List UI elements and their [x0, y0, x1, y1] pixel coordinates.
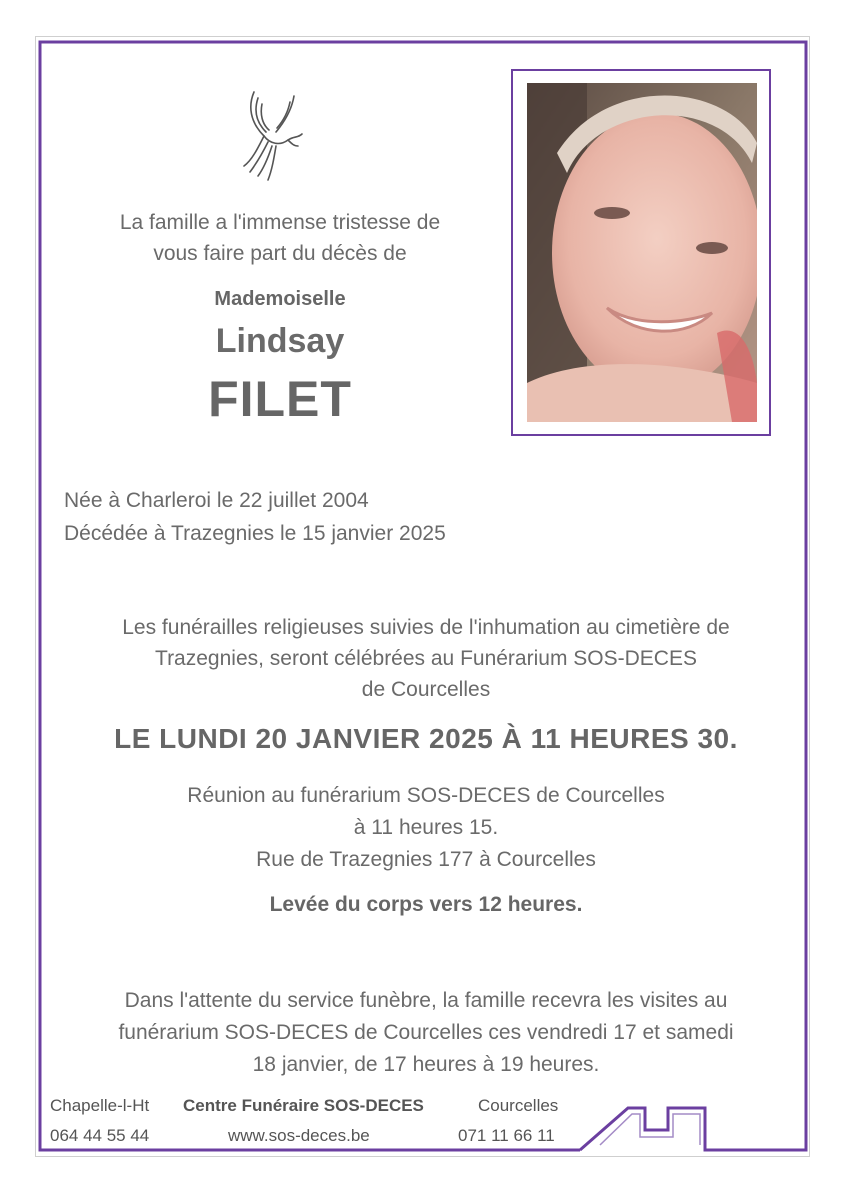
- reunion-line-1: Réunion au funérarium SOS-DECES de Courcelles: [187, 784, 665, 807]
- visits-info: [40, 985, 812, 1081]
- birth-line: Née à Charleroi le 22 juillet 2004: [64, 489, 369, 512]
- visits-line-3: 18 janvier, de 17 heures à 19 heures.: [252, 1053, 600, 1076]
- footer-right-city: Courcelles: [478, 1096, 559, 1115]
- footer-company-name: Centre Funéraire SOS-DECES: [183, 1096, 424, 1115]
- footer-left-phone: 064 44 55 44: [50, 1126, 150, 1145]
- portrait-frame: [511, 69, 771, 436]
- first-name: Lindsay: [215, 322, 345, 360]
- reunion-info: [40, 780, 812, 876]
- visits-line-1: Dans l'attente du service funèbre, la famille recevra les visites au: [124, 989, 728, 1012]
- intro-text: [70, 207, 490, 269]
- funeral-line-3: de Courcelles: [361, 678, 491, 701]
- last-name: FILET: [208, 371, 352, 427]
- ceremony-date: LE LUNDI 20 JANVIER 2025 À 11 HEURES 30.: [114, 723, 738, 754]
- birth-death-dates: [64, 484, 446, 550]
- levee-info: Levée du corps vers 12 heures.: [269, 893, 583, 916]
- funeral-line-2: Trazegnies, seront célébrées au Funérarium SOS-DECES: [155, 647, 697, 670]
- footer-website: www.sos-deces.be: [228, 1126, 370, 1145]
- reunion-line-2: à 11 heures 15.: [353, 816, 499, 839]
- footer-left-city: Chapelle-l-Ht: [50, 1096, 150, 1115]
- reunion-line-3: Rue de Trazegnies 177 à Courcelles: [256, 848, 596, 871]
- intro-line-1: La famille a l'immense tristesse de: [119, 211, 441, 234]
- funeral-line-1: Les funérailles religieuses suivies de l'inhumation au cimetière de: [122, 616, 730, 639]
- funeral-announcement: [40, 612, 812, 705]
- honorific: Mademoiselle: [214, 288, 346, 310]
- visits-line-2: funérarium SOS-DECES de Courcelles ces vendredi 17 et samedi: [118, 1021, 734, 1044]
- footer-right-phone: 071 11 66 11: [458, 1126, 555, 1145]
- intro-line-2: vous faire part du décès de: [153, 242, 407, 265]
- death-line: Décédée à Trazegnies le 15 janvier 2025: [64, 522, 446, 545]
- dove-icon: [242, 88, 304, 188]
- portrait-photo: [527, 83, 757, 422]
